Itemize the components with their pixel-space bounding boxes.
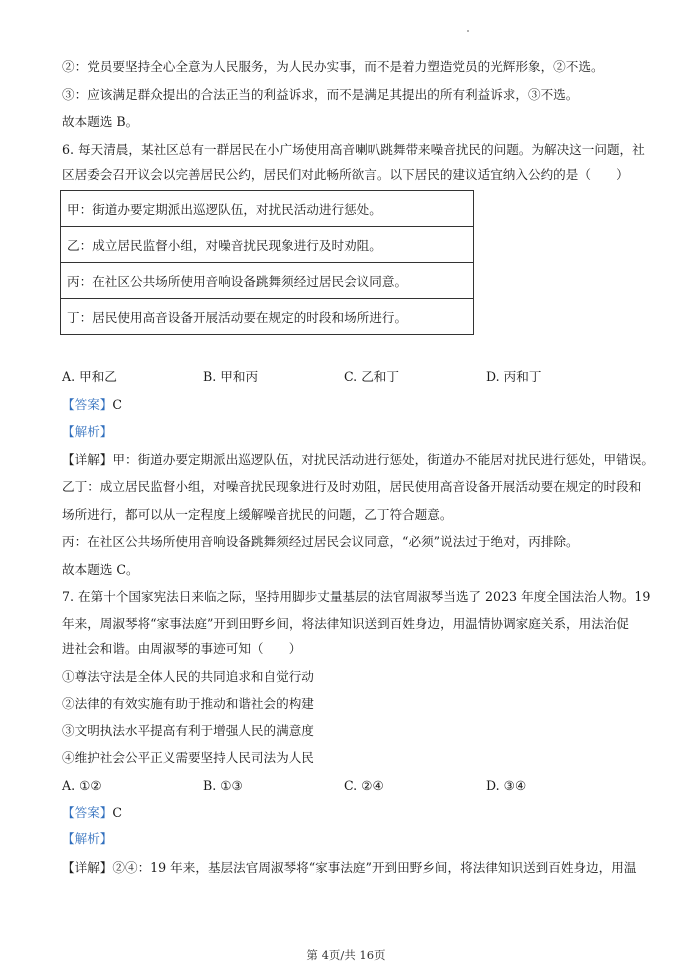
text-line: ③：应该满足群众提出的合法正当的利益诉求，而不是满足其提出的所有利益诉求，③不选。 [62,87,579,102]
table-row [61,227,474,263]
statement-1: ①尊法守法是全体人民的共同追求和自觉行动 [62,669,314,684]
text-line: 故本题选 B。 [62,114,139,129]
statement-4: ④维护社会公平正义需要坚持人民司法为人民 [62,750,314,765]
answer-value: C [112,397,123,412]
detail-tag: 【详解】 [62,452,113,467]
answer-tag: 【答案】 [62,397,113,412]
detail-line: 乙丁：成立居民监督小组，对噪音扰民现象进行及时劝阻，居民使用高音设备开展活动要在规定的时段和 [62,479,642,494]
detail-tag: 【详解】 [62,860,113,875]
question-6-stem: 区居委会召开议会以完善居民公约，居民们对此畅所欲言。以下居民的建议适宜纳入公约的是（ ） [62,167,629,182]
detail-line: 故本题选 C。 [62,562,139,577]
proposal-table [60,190,474,335]
statement-3: ③文明执法水平提高有利于增强人民的满意度 [62,723,314,738]
option-b: B. ①③ [203,778,243,793]
table-cell: 丙：在社区公共场所使用音响设备跳舞须经过居民会议同意。 [61,263,474,299]
table-cell: 甲：街道办要定期派出巡逻队伍，对扰民活动进行惩处。 [61,191,474,227]
option-c: C. ②④ [344,778,384,793]
detail-line [62,451,654,469]
option-a: A. 甲和乙 [62,369,117,384]
question-7-stem: 进社会和谐。由周淑琴的事迹可知（ ） [62,641,302,656]
text-line: ②：党员要坚持全心全意为人民服务，为人民办实事，而不是着力塑造党员的光辉形象，②不选。 [62,59,604,74]
detail-line [62,859,636,877]
table-row [61,191,474,227]
analysis-line [62,423,112,441]
table-row [61,263,474,299]
answer-line [62,396,122,414]
answer-line [62,804,122,822]
option-b: B. 甲和丙 [203,369,259,384]
detail-text: ②④：19 年来，基层法官周淑琴将“家事法庭”开到田野乡间，将法律知识送到百姓身边，用温 [112,860,637,875]
page-footer: 第 4页/共 16页 [306,948,386,962]
answer-value: C [112,805,123,820]
scan-dot [467,30,469,32]
table-cell: 乙：成立居民监督小组，对噪音扰民现象进行及时劝阻。 [61,227,474,263]
analysis-line [62,830,112,848]
table-row [61,299,474,335]
option-d: D. ③④ [486,778,527,793]
answer-tag: 【答案】 [62,805,113,820]
detail-text: 甲：街道办要定期派出巡逻队伍，对扰民活动进行惩处，街道办不能居对扰民进行惩处，甲错误。 [112,452,654,467]
option-a: A. ①② [62,778,102,793]
detail-line: 场所进行，都可以从一定程度上缓解噪音扰民的问题，乙丁符合题意。 [62,507,453,522]
question-7-stem: 年来，周淑琴将“家事法庭”开到田野乡间，将法律知识送到百姓身边，用温情协调家庭关系，用法治促 [62,616,630,631]
analysis-tag: 【解析】 [62,831,113,846]
table-cell: 丁：居民使用高音设备开展活动要在规定的时段和场所进行。 [61,299,474,335]
option-c: C. 乙和丁 [344,369,399,384]
analysis-tag: 【解析】 [62,424,113,439]
detail-line: 丙：在社区公共场所使用音响设备跳舞须经过居民会议同意，“必须”说法过于绝对，丙排除。 [62,534,579,549]
statement-2: ②法律的有效实施有助于推动和谐社会的构建 [62,696,314,711]
question-6-stem: 6. 每天清晨，某社区总有一群居民在小广场使用高音喇叭跳舞带来噪音扰民的问题。为解决这一问题，社 [62,142,645,157]
option-d: D. 丙和丁 [486,369,542,384]
question-7-stem: 7. 在第十个国家宪法日来临之际，坚持用脚步丈量基层的法官周淑琴当选了 2023 年度全国法治人物。19 [62,589,651,604]
